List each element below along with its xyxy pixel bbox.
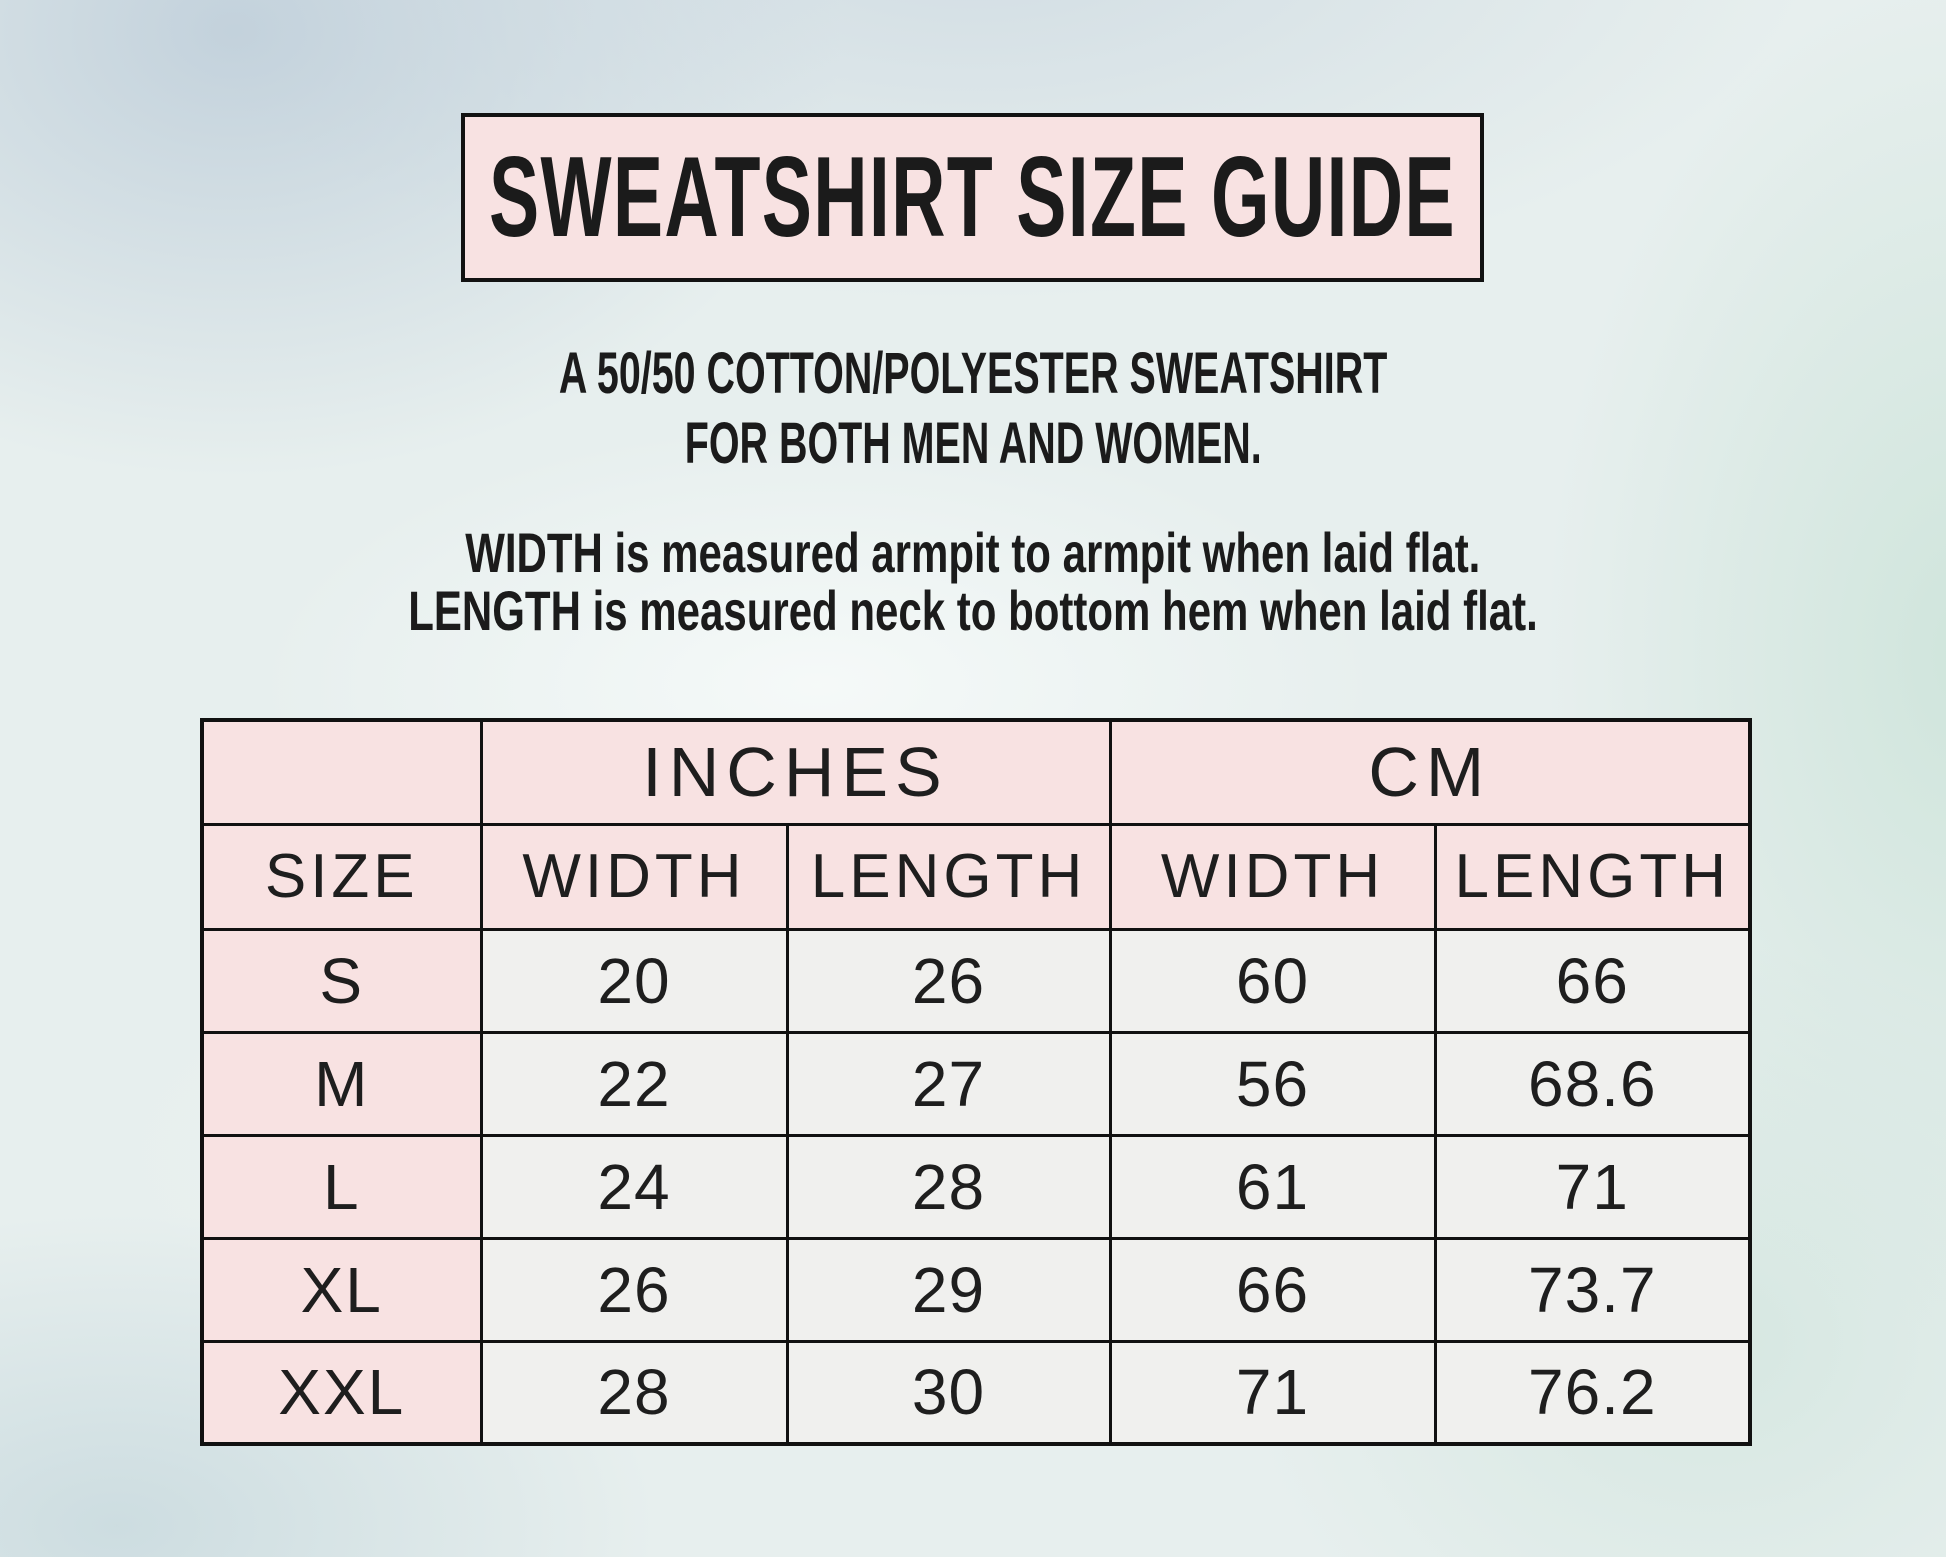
table-row-l bbox=[202, 1135, 1750, 1238]
size-guide-table bbox=[200, 718, 1752, 1446]
table-row-s bbox=[202, 929, 1750, 1032]
description-line-2: FOR BOTH MEN AND WOMEN. bbox=[684, 411, 1262, 476]
cm-header: CM bbox=[1368, 733, 1492, 812]
table-row-xxl bbox=[202, 1341, 1750, 1444]
value-cell: 24 bbox=[481, 1135, 787, 1238]
width-in-column-header: WIDTH bbox=[481, 824, 787, 929]
title-banner bbox=[461, 113, 1484, 282]
size-column-header: SIZE bbox=[202, 824, 481, 929]
value-cell: 71 bbox=[1435, 1135, 1750, 1238]
unit-header-row bbox=[202, 720, 1750, 824]
value-cell: 56 bbox=[1110, 1032, 1435, 1135]
size-cell: M bbox=[202, 1032, 481, 1135]
value-cell: 28 bbox=[787, 1135, 1110, 1238]
description-line-1: A 50/50 COTTON/POLYESTER SWEATSHIRT bbox=[558, 341, 1388, 406]
value-cell: 66 bbox=[1110, 1238, 1435, 1341]
description-block bbox=[0, 339, 1946, 479]
table-row-xl bbox=[202, 1238, 1750, 1341]
value-cell: 26 bbox=[481, 1238, 787, 1341]
table-row-m bbox=[202, 1032, 1750, 1135]
width-cm-column-header: WIDTH bbox=[1110, 824, 1435, 929]
value-cell: 76.2 bbox=[1435, 1341, 1750, 1444]
value-cell: 20 bbox=[481, 929, 787, 1032]
length-cm-column-header: LENGTH bbox=[1435, 824, 1750, 929]
inches-header: INCHES bbox=[642, 733, 949, 812]
cm-header-cell bbox=[1110, 720, 1750, 824]
size-cell: XXL bbox=[202, 1341, 481, 1444]
value-cell: 29 bbox=[787, 1238, 1110, 1341]
value-cell: 26 bbox=[787, 929, 1110, 1032]
corner-cell bbox=[202, 720, 481, 824]
page-title: SWEATSHIRT SIZE GUIDE bbox=[489, 134, 1456, 261]
value-cell: 28 bbox=[481, 1341, 787, 1444]
value-cell: 68.6 bbox=[1435, 1032, 1750, 1135]
value-cell: 27 bbox=[787, 1032, 1110, 1135]
value-cell: 66 bbox=[1435, 929, 1750, 1032]
value-cell: 73.7 bbox=[1435, 1238, 1750, 1341]
size-cell: L bbox=[202, 1135, 481, 1238]
column-header-row bbox=[202, 824, 1750, 929]
length-in-column-header: LENGTH bbox=[787, 824, 1110, 929]
value-cell: 71 bbox=[1110, 1341, 1435, 1444]
length-note: LENGTH is measured neck to bottom hem when laid flat. bbox=[408, 579, 1538, 642]
value-cell: 60 bbox=[1110, 929, 1435, 1032]
value-cell: 30 bbox=[787, 1341, 1110, 1444]
measurement-notes-block bbox=[0, 521, 1946, 642]
inches-header-cell bbox=[481, 720, 1110, 824]
width-note: WIDTH is measured armpit to armpit when laid flat. bbox=[465, 521, 1481, 584]
size-cell: XL bbox=[202, 1238, 481, 1341]
value-cell: 22 bbox=[481, 1032, 787, 1135]
size-cell: S bbox=[202, 929, 481, 1032]
value-cell: 61 bbox=[1110, 1135, 1435, 1238]
